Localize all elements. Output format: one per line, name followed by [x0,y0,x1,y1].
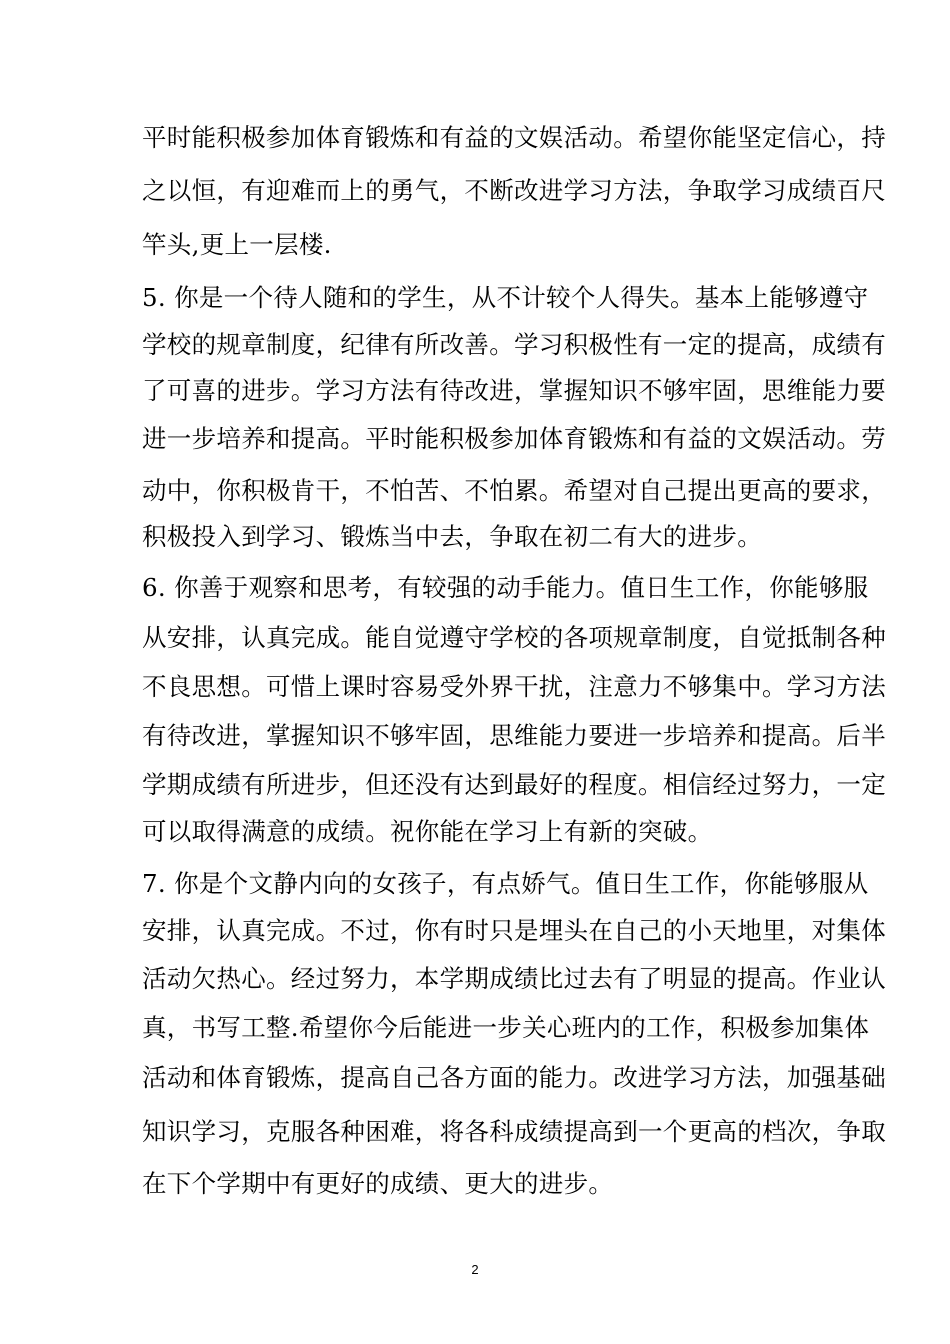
text-line: 平时能积极参加体育锻炼和有益的文娱活动。希望你能坚定信心，持 [142,123,886,152]
text-line: 之以恒，有迎难而上的勇气，不断改进学习方法，争取学习成绩百尺 [142,176,886,205]
text-line: 可以取得满意的成绩。祝你能在学习上有新的突破。 [142,817,713,846]
text-line: 安排，认真完成。不过，你有时只是埋头在自己的小天地里，对集体 [142,916,886,945]
text-line: 了可喜的进步。学习方法有待改进，掌握知识不够牢固，思维能力要 [142,376,886,405]
text-line: 知识学习，克服各种困难，将各科成绩提高到一个更高的档次，争取 [142,1117,886,1146]
text-line: 不良思想。可惜上课时容易受外界干扰，注意力不够集中。学习方法 [142,672,886,701]
text-line: 活动和体育锻炼，提高自己各方面的能力。改进学习方法，加强基础 [142,1063,886,1092]
text-line: 在下个学期中有更好的成绩、更大的进步。 [142,1169,614,1198]
text-line: 有待改进，掌握知识不够牢固，思维能力要进一步培养和提高。后半 [142,721,886,750]
text-line: 活动欠热心。经过努力，本学期成绩比过去有了明显的提高。作业认 [142,964,886,993]
text-line: 学期成绩有所进步，但还没有达到最好的程度。相信经过努力，一定 [142,770,886,799]
text-line: 从安排，认真完成。能自觉遵守学校的各项规章制度，自觉抵制各种 [142,623,886,652]
text-line: 进一步培养和提高。平时能积极参加体育锻炼和有益的文娱活动。劳 [142,424,886,453]
page-number: 2 [471,1262,479,1277]
text-line: 7. 你是个文静内向的女孩子，有点娇气。值日生工作，你能够服从 [142,869,869,898]
text-line: 积极投入到学习、锻炼当中去，争取在初二有大的进步。 [142,522,762,551]
text-line: 竿头,更上一层楼. [142,230,332,259]
text-line: 动中，你积极肯干，不怕苦、不怕累。希望对自己提出更高的要求， [142,476,886,505]
text-line: 6. 你善于观察和思考，有较强的动手能力。值日生工作，你能够服 [142,573,869,602]
text-line: 真，书写工整.希望你今后能进一步关心班内的工作，积极参加集体 [142,1013,870,1042]
text-line: 5. 你是一个待人随和的学生，从不计较个人得失。基本上能够遵守 [142,283,869,312]
text-line: 学校的规章制度，纪律有所改善。学习积极性有一定的提高，成绩有 [142,330,886,359]
